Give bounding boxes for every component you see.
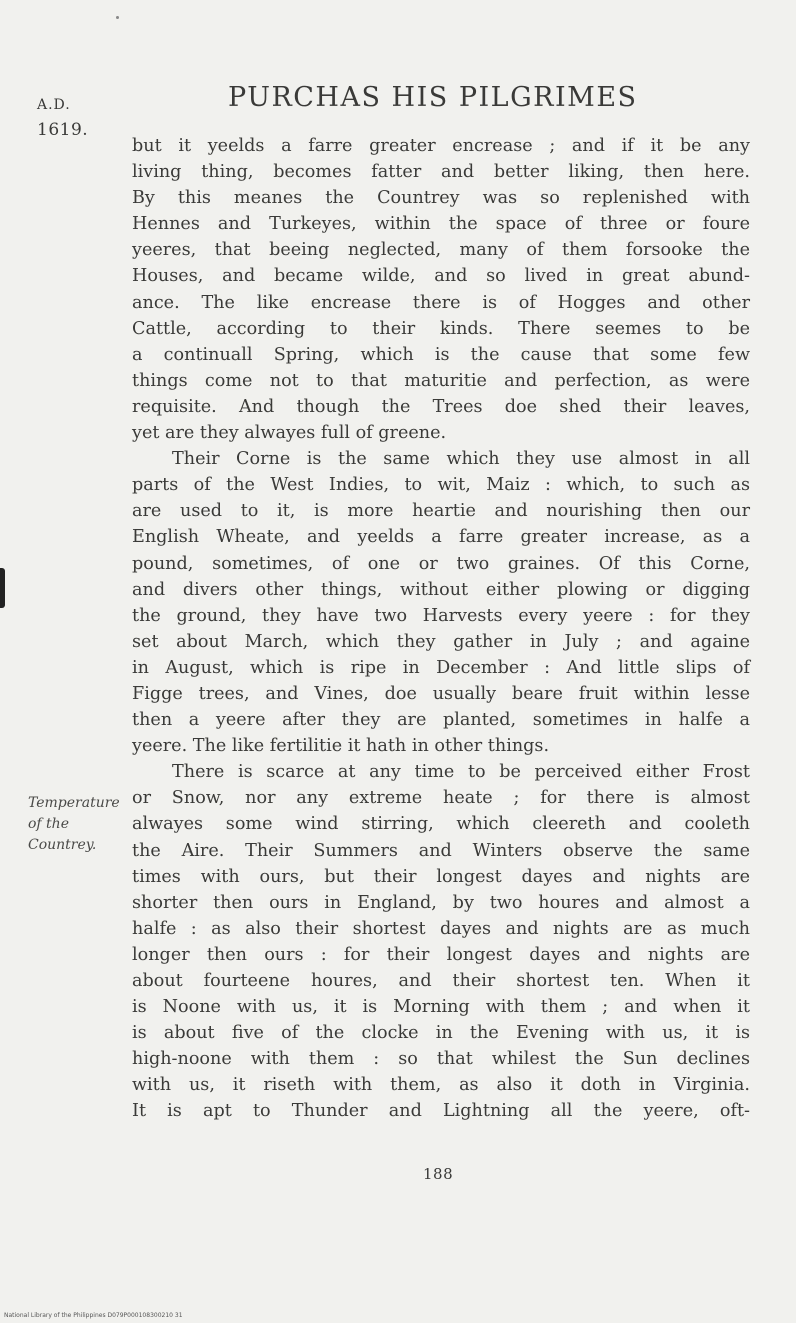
text-line: are used to it, is more heartie and nourishing then our (132, 501, 750, 522)
text-line: yeeres, that beeing neglected, many of them forsooke the (132, 240, 750, 261)
text-line: but it yeelds a farre greater encrease ; and if it be any (132, 136, 750, 156)
text-line: By this meanes the Countrey was so replenished with (132, 188, 750, 209)
text-line: Hennes and Turkeyes, within the space of three or foure (132, 214, 750, 235)
scan-footer: National Library of the Philippines D079P000108300210 31 (4, 1312, 183, 1319)
text-line: alwayes some wind stirring, which cleereth and cooleth (132, 814, 750, 835)
ink-speck (116, 16, 119, 19)
page-number: 188 (423, 1165, 454, 1183)
text-line: in August, which is ripe in December : And little slips of (132, 657, 750, 678)
margin-note-line: of the (28, 816, 69, 832)
text-line: It is apt to Thunder and Lightning all the yeere, oft- (132, 1101, 750, 1122)
text-line: high-noone with them : so that whilest the Sun declines (132, 1049, 750, 1070)
text-line: halfe : as also their shortest dayes and nights are as much (132, 918, 750, 939)
text-line: shorter then ours in England, by two houres and almost a (132, 892, 750, 913)
text-line: is Noone with us, it is Morning with them ; and when it (132, 997, 750, 1018)
text-line: and divers other things, without either plowing or digging (132, 579, 750, 600)
text-line: the ground, they have two Harvests every yeere : for they (132, 605, 750, 626)
text-line: or Snow, nor any extreme heate ; for there is almost (132, 788, 750, 809)
text-line: pound, sometimes, of one or two graines. Of this Corne, (132, 553, 750, 574)
body-text (132, 133, 750, 1125)
text-line: times with ours, but their longest dayes and nights are (132, 866, 750, 887)
text-line: living thing, becomes fatter and better liking, then here. (132, 162, 750, 183)
text-line: parts of the West Indies, to wit, Maiz : which, to such as (132, 475, 750, 496)
year-value: 1619. (37, 120, 89, 140)
text-line: English Wheate, and yeelds a farre greater increase, as a (132, 527, 750, 548)
text-line: Their Corne is the same which they use almost in all (172, 449, 750, 470)
margin-note-line: Countrey. (28, 837, 97, 853)
text-line: about fourteene houres, and their shortest ten. When it (132, 971, 750, 991)
text-line: set about March, which they gather in July ; and againe (132, 631, 750, 652)
text-line: the Aire. Their Summers and Winters observe the same (132, 840, 750, 861)
text-line: with us, it riseth with them, as also it doth in Virginia. (132, 1075, 750, 1096)
text-line: There is scarce at any time to be perceived either Frost (172, 762, 750, 783)
page-edge-shadow (0, 568, 5, 608)
text-line: then a yeere after they are planted, sometimes in halfe a (132, 710, 750, 731)
text-line: requisite. And though the Trees doe shed their leaves, (132, 396, 750, 417)
year-label: A.D. (37, 97, 71, 113)
running-head: PURCHAS HIS PILGRIMES (228, 82, 638, 113)
text-line: things come not to that maturitie and perfection, as were (132, 370, 750, 391)
margin-note (28, 793, 138, 856)
text-line: is about five of the clocke in the Evening with us, it is (132, 1023, 750, 1044)
text-line: Houses, and became wilde, and so lived in great abund- (132, 266, 750, 287)
text-line: ance. The like encrease there is of Hogges and other (132, 292, 750, 313)
text-line: longer then ours : for their longest dayes and nights are (132, 944, 750, 965)
text-line: Cattle, according to their kinds. There seemes to be (132, 318, 750, 339)
text-line: yet are they alwayes full of greene. (132, 423, 447, 444)
year-margin (37, 93, 88, 143)
text-line: a continuall Spring, which is the cause that some few (132, 344, 750, 365)
text-line: yeere. The like fertilitie it hath in other things. (132, 736, 550, 757)
text-line: Figge trees, and Vines, doe usually beare fruit within lesse (132, 683, 750, 704)
margin-note-line: Temperature (28, 795, 120, 811)
